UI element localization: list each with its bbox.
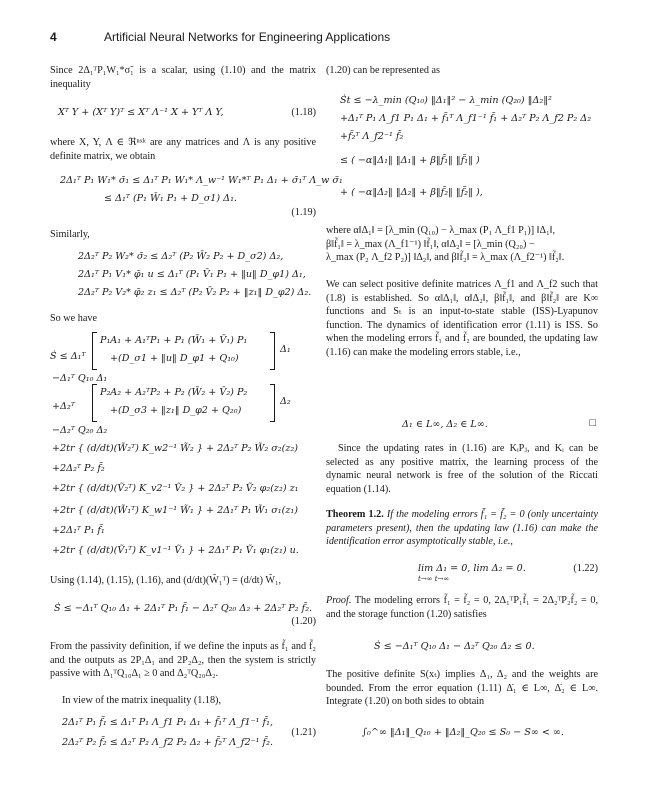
right-paragraph-3: Since the updating rates in (1.16) are KᵢPⱼ, and Kᵢ can be selected as any positive matrix, the learning process of the dynamic neural network is free of the solution of the Riccati equation (1.14). — [326, 443, 598, 495]
proof-equation: Ṡ ≤ −Δ₁ᵀ Q₁₀ Δ₁ − Δ₂ᵀ Q₂₀ Δ₂ ≤ 0. — [374, 641, 535, 652]
big-inequality-block-1-bottom: +(D_σ1 + ‖u‖ D_φ1 + Q₁₀) — [110, 353, 239, 364]
inequality-line-4: ≤ ( −α‖Δ₁‖ ‖Δ₁‖ + β‖f̃₁‖ ‖f̃₁‖ ) — [340, 155, 480, 166]
theorem-1-2 — [326, 508, 598, 549]
equation-number-1-18: (1.18) — [291, 107, 316, 118]
big-inequality-lead-3: +Δ₂ᵀ — [52, 401, 75, 412]
similarly-equation-3: 2Δ₂ᵀ P₂ V₂* φ̃₂ z₁ ≤ Δ₂ᵀ (P₂ V̄₂ P₂ + ‖z₁‖ D_φ2) Δ₂. — [78, 287, 312, 298]
passivity-paragraph: From the passivity definition, if we define the inputs as f̃₁ and f̃₂ and the outputs as 2P₁Δ₁ and 2P₂Δ₂, then the system is strictly passive with Δ₁ᵀQ₁₀Δ₁ ≥ 0 and Δ₂ᵀQ₂₀Δ₂. — [50, 641, 316, 680]
right-paragraph-4: The positive definite S(xₜ) implies Δ₁, Δ₂ and the weights are bounded. From the error equation (1.11) Δ̇₁ ∈ L∞, Δ̇₂ ∈ L∞. Integrate (1.20) on both sides to obtain — [326, 669, 598, 708]
big-inequality-block-1-top: P₁A₁ + A₁ᵀP₁ + P₁ (W̄₁ + V̄₁) P₁ — [100, 335, 248, 346]
inequality-line-5: + ( −α‖Δ₂‖ ‖Δ₂‖ + β‖f̃₂‖ ‖f̃₂‖ ), — [340, 187, 483, 198]
big-inequality-line-7: +2tr { (d/dt)(Ṽ₂ᵀ) K_v2⁻¹ Ṽ₂ } + 2Δ₂ᵀ P₂ Ṽ₂ φ₂(z₂) z₁ — [52, 483, 299, 494]
big-inequality-line-2: −Δ₁ᵀ Q₁₀ Δ₁ — [52, 373, 108, 384]
equation-number-1-19: (1.19) — [291, 207, 316, 218]
equation-1-21-line-2: 2Δ₂ᵀ P₂ f̃₂ ≤ Δ₂ᵀ P₂ Λ_f2 P₂ Δ₂ + f̃₂ᵀ Λ_f2⁻¹ f̃₂. — [62, 737, 273, 748]
where-line-3: λ_max (P₂ Λ_f2 P₂)] ‖Δ₂‖, and β‖f̃₂‖ = λ_max (Λ_f2⁻¹) ‖f̃₂‖. — [326, 252, 565, 264]
equation-1-18: Xᵀ Y + (Xᵀ Y)ᵀ ≤ Xᵀ Λ⁻¹ X + Yᵀ Λ Y, — [58, 107, 224, 118]
big-inequality-block-2-bottom: +(D_σ3 + ‖z₁‖ D_φ2 + Q₂₀) — [110, 405, 242, 416]
equation-1-21-line-1: 2Δ₁ᵀ P₁ f̃₁ ≤ Δ₁ᵀ P₁ Λ_f1 P₁ Δ₁ + f̃₁ᵀ Λ_f1⁻¹ f̃₁, — [62, 717, 273, 728]
equation-1-19-line-1: 2Δ₁ᵀ P₁ W₁* σ̃₁ ≤ Δ₁ᵀ P₁ W₁* Λ_w⁻¹ W₁*ᵀ P₁ Δ₁ + σ̃₁ᵀ Λ_w σ̃₁ — [60, 175, 343, 186]
equation-number-1-22: (1.22) — [573, 563, 598, 574]
inequality-line-2: +Δ₁ᵀ P₁ Λ_f1 P₁ Δ₁ + f̃₁ᵀ Λ_f1⁻¹ f̃₁ + Δ₂ᵀ P₂ Λ_f2 P₂ Δ₂ — [340, 113, 592, 124]
similarly-equation-1: 2Δ₂ᵀ P₂ W₂* σ̃₂ ≤ Δ₂ᵀ (P₂ W̄₂ P₂ + D_σ2) Δ₂, — [78, 251, 284, 262]
big-inequality-line-6: +2Δ₂ᵀ P₂ f̃₂ — [52, 463, 105, 474]
theorem-text: If the modeling errors f̃₁ = f̃₂ = 0 (only uncertainty parameters present), then the updating law (1.16) can make the identification error asymptotically stable, i.e., — [326, 509, 598, 548]
big-inequality-line-4: −Δ₂ᵀ Q₂₀ Δ₂ — [52, 425, 108, 436]
equation-1-22: lim Δ₁ = 0, lim Δ₂ = 0. — [418, 563, 526, 574]
right-paragraph-2: We can select positive definite matrices Λ_f1 and Λ_f2 such that (1.8) is established. So α‖Δ₁‖, α‖Δ₂‖, β‖f̃₁‖, and β‖f̃₂‖ are K∞ functions and Sₜ is an input-to-state stable (ISS)-Lyapunov function. The dynamics of identification error (1.11) is ISS. So when the modeling errors f̃₁ and f̃₂ are bounded, the updating law (1.16) can make the modeling errors stable, i.e., — [326, 279, 598, 358]
left-paragraph-2: where X, Y, Λ ∈ ℜⁿˣᵏ are any matrices and Λ is any positive definite matrix, we obtain — [50, 137, 316, 162]
integral-equation: ∫₀^∞ ‖Δ₁‖_Q₁₀ + ‖Δ₂‖_Q₂₀ ≤ S₀ − S∞ < ∞. — [362, 727, 564, 738]
equation-1-20: Ṡ ≤ −Δ₁ᵀ Q₁₀ Δ₁ + 2Δ₁ᵀ P₁ f̃₁ − Δ₂ᵀ Q₂₀ Δ₂ + 2Δ₂ᵀ P₂ f̃₂. — [54, 603, 313, 614]
where-line-1: where α‖Δ₁‖ = [λ_min (Q₁₀) − λ_max (P₁ Λ_f1 P₁)] ‖Δ₁‖, — [326, 225, 556, 236]
big-inequality-line-9: +2Δ₁ᵀ P₁ f̃₁ — [52, 525, 105, 536]
running-head — [50, 30, 598, 50]
left-bracket-1 — [92, 332, 97, 370]
inequality-line-3: +f̃₂ᵀ Λ_f2⁻¹ f̃₂ — [340, 131, 404, 142]
equation-number-1-20: (1.20) — [291, 616, 316, 627]
right-bracket-1 — [270, 332, 275, 370]
similarly-text: Similarly, — [50, 229, 90, 240]
big-inequality-line-5: +2tr { (d/dt)(W̃₂ᵀ) K_w2⁻¹ W̃₂ } + 2Δ₂ᵀ P₂ W̃₂ σ₂(z₂) — [52, 443, 298, 454]
left-paragraph-1: Since 2Δ₁ᵀP₁W₁*σ̃₁ is a scalar, using (1.10) and the matrix inequality — [50, 65, 316, 90]
in-view-paragraph: In view of the matrix inequality (1.18), — [62, 695, 221, 706]
theorem-label: Theorem 1.2. — [326, 509, 384, 520]
big-inequality-line-8: +2tr { (d/dt)(W̃₁ᵀ) K_w1⁻¹ W̃₁ } + 2Δ₁ᵀ P₁ W̃₁ σ₁(z₁) — [52, 505, 298, 516]
so-we-have-text: So we have — [50, 313, 97, 324]
proof-paragraph — [326, 594, 598, 621]
equation-number-1-21: (1.21) — [291, 727, 316, 738]
equation-1-19-line-2: ≤ Δ₁ᵀ (P₁ W̄₁ P₁ + D_σ1) Δ₁. — [104, 193, 237, 204]
using-text: Using (1.14), (1.15), (1.16), and (d/dt)(W̃₁ᵀ) = (d/dt) W̃₁, — [50, 575, 282, 586]
proof-text: The modeling errors f̃₁ = f̃₂ = 0, 2Δ₁ᵀP₁f̃₁ = 2Δ₂ᵀP₂f̃₂ = 0, and the storage function (1.20) satisfies — [326, 595, 598, 620]
bounded-errors: Δ₁ ∈ L∞, Δ₂ ∈ L∞. — [402, 419, 488, 430]
where-line-2: β‖f̃₁‖ = λ_max (Λ_f1⁻¹) ‖f̃₁‖, α‖Δ₂‖ = [λ_min (Q₂₀) − — [326, 238, 535, 250]
big-inequality-lead-1: Ṡ ≤ Δ₁ᵀ — [50, 351, 86, 362]
big-inequality-block-2-top: P₂A₂ + A₂ᵀP₂ + P₂ (W̄₂ + V̄₂) P₂ — [100, 387, 248, 398]
running-title: Artificial Neural Networks for Engineering Applications — [104, 30, 391, 44]
big-inequality-line-10: +2tr { (d/dt)(Ṽ₁ᵀ) K_v1⁻¹ Ṽ₁ } + 2Δ₁ᵀ P₁ Ṽ₁ φ₁(z₁) u. — [52, 545, 299, 556]
equation-1-22-limits: t→∞ t→∞ — [418, 575, 450, 583]
qed-box: □ — [589, 417, 596, 429]
inequality-line-1: Ṡt ≤ −λ_min (Q₁₀) ‖Δ₁‖² − λ_min (Q₂₀) ‖Δ₂‖² — [340, 95, 552, 106]
big-inequality-delta-2: Δ₂ — [280, 396, 291, 407]
right-bracket-2 — [270, 384, 275, 422]
left-bracket-2 — [92, 384, 97, 422]
page-number: 4 — [50, 30, 57, 44]
proof-label: Proof. — [326, 595, 352, 606]
right-paragraph-1: (1.20) can be represented as — [326, 65, 440, 76]
big-inequality-delta-1: Δ₁ — [280, 344, 291, 355]
similarly-equation-2: 2Δ₁ᵀ P₁ V₁* φ̃₁ u ≤ Δ₁ᵀ (P₁ V̄₁ P₁ + ‖u‖ D_φ1) Δ₁, — [78, 269, 306, 280]
